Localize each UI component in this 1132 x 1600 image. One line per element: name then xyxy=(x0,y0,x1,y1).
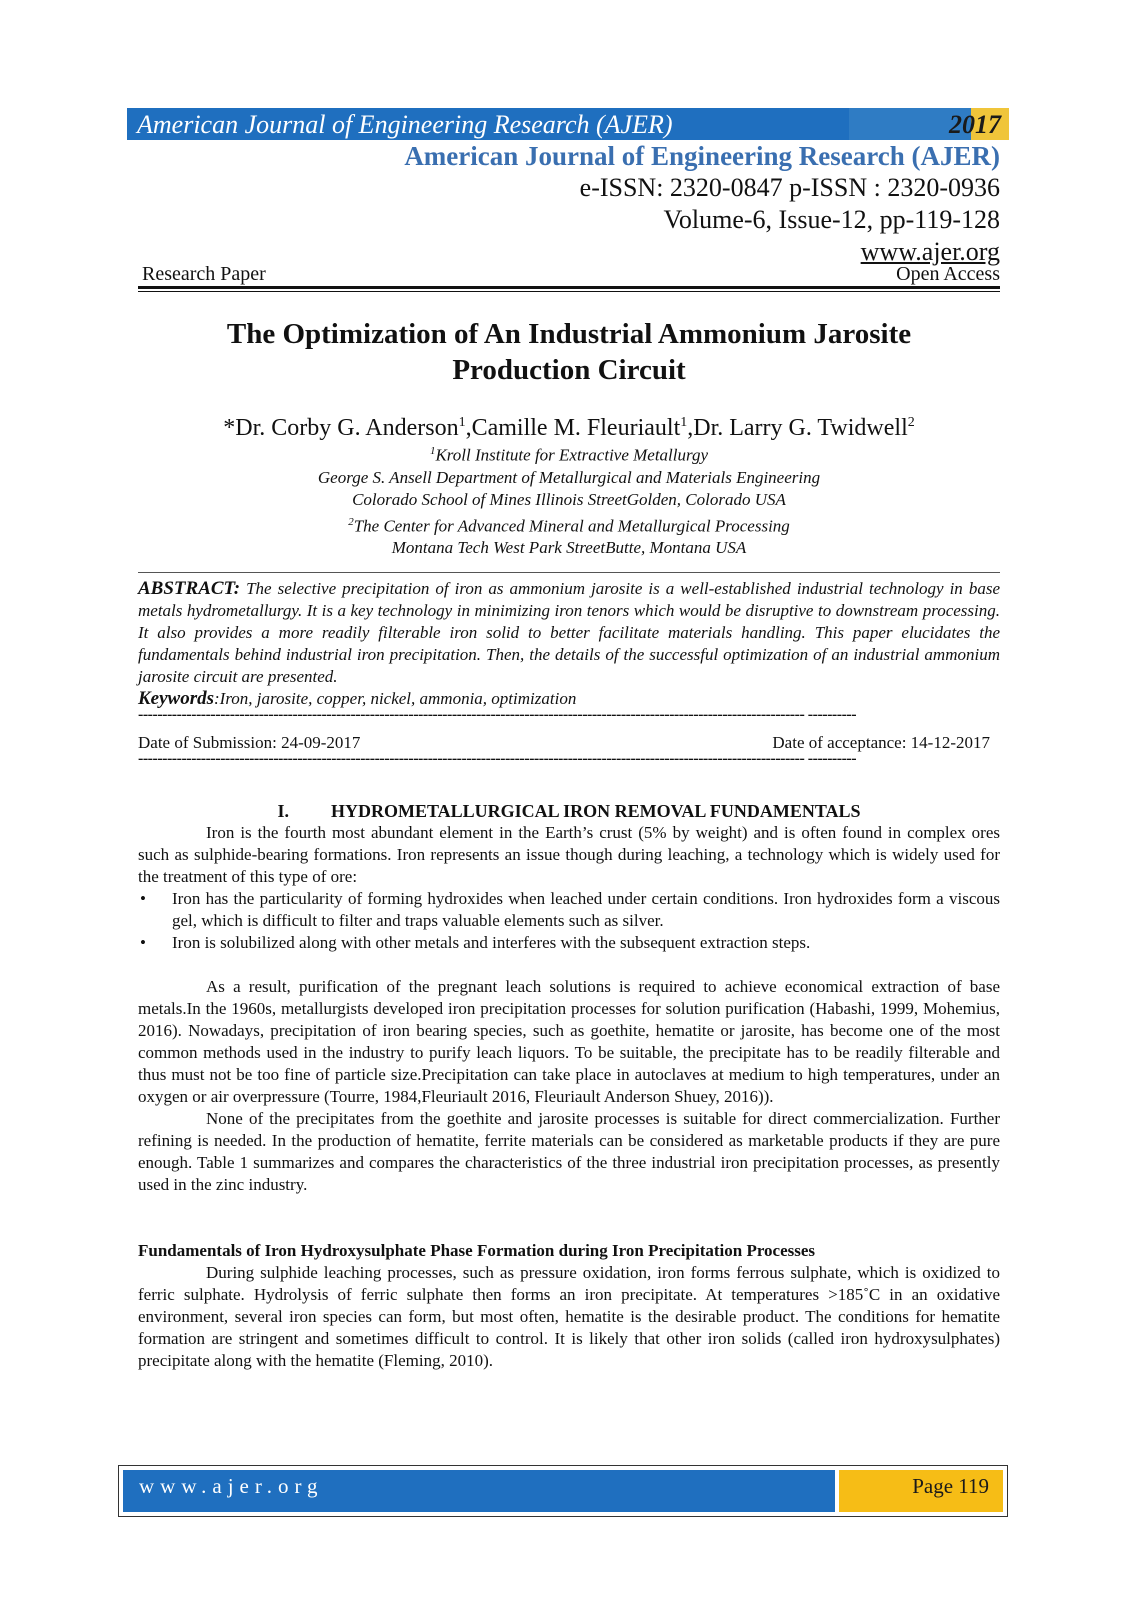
para-4-text: During sulphide leaching processes, such as pressure oxidation, iron forms ferrous sulphate, which is oxidized to ferric sulphate. Hydrolysis of ferric sulphate then forms an iron precipitate. At temperatures >185˚C in an oxidative environment, several iron species can form, but most often, hematite is the desirable product. The conditions for hematite formation are stringent and sometimes difficult to control. It is likely that other iron solids (called iron hydroxysulphates) precipitate along with the hematite (Fleming, 2010). xyxy=(138,1263,1000,1370)
section-para-2 xyxy=(138,976,1000,1196)
dash-separator-bottom: ------------------------------------------------------------------------------------------------------------------------------------------ ---------- xyxy=(138,752,857,766)
author-list xyxy=(138,408,1000,443)
section-title: HYDROMETALLURGICAL IRON REMOVAL FUNDAMENTALS xyxy=(330,801,861,821)
bullet-2-text: Iron is solubilized along with other metals and interferes with the subsequent extraction steps. xyxy=(172,933,811,952)
author-fleuriault-affil: 1 xyxy=(680,415,688,430)
keywords-text: :Iron, jarosite, copper, nickel, ammonia, optimization xyxy=(214,689,577,708)
banner-year: 2017 xyxy=(949,110,1001,139)
subsection-heading: Fundamentals of Iron Hydroxysulphate Phase Formation during Iron Precipitation Processes xyxy=(138,1241,816,1260)
paper-title xyxy=(138,316,1000,388)
journal-banner xyxy=(127,108,1009,140)
bullet-1-text: Iron has the particularity of forming hydroxides when leached under certain conditions. Iron hydroxides form a viscous gel, which is difficult to filter and traps valuable elements such as silver. xyxy=(172,889,1000,930)
author-anderson-affil: 1 xyxy=(458,415,466,430)
author-twidwell: ,Dr. Larry G. Twidwell xyxy=(687,415,908,441)
section-heading xyxy=(138,800,1000,822)
abstract-text: The selective precipitation of iron as ammonium jarosite is a well-established industrial technology in base metals hydrometallurgy. It is a key technology in minimizing iron tenors which would be disruptive to downstream processing. It also provides a more readily filterable iron solid to better facilitate materials handling. This paper elucidates the fundamentals behind industrial iron precipitation. Then, the details of the successful optimization of an industrial ammonium jarosite circuit are presented. xyxy=(138,579,1000,686)
section-number: I. xyxy=(277,801,289,821)
header-rule-thin xyxy=(138,291,1000,292)
affil-1: Kroll Institute for Extractive Metallurgy xyxy=(435,445,709,465)
journal-info-block xyxy=(404,140,1000,268)
abstract-label: ABSTRACT: xyxy=(138,578,241,599)
bullet-item-1 xyxy=(138,888,1000,932)
affil-4: The Center for Advanced Mineral and Metallurgical Processing xyxy=(353,516,790,536)
footer-website-link[interactable]: www.ajer.org xyxy=(139,1474,324,1498)
affil-2: George S. Ansell Department of Metallurgical and Materials Engineering xyxy=(317,467,821,487)
volume-line: Volume-6, Issue-12, pp-119-128 xyxy=(663,205,1000,234)
bullet-list xyxy=(138,888,1000,954)
paper-type-label: Research Paper xyxy=(142,263,266,285)
keywords-label: Keywords xyxy=(138,688,214,709)
affil-5: Montana Tech West Park StreetButte, Montana USA xyxy=(391,538,747,558)
para-1-text: Iron is the fourth most abundant element in the Earth’s crust (5% by weight) and is often found in complex ores such as sulphide-bearing formations. Iron represents an issue though during leaching, a technology which is widely used for the treatment of this type of ore: xyxy=(138,823,1000,886)
page-footer xyxy=(118,1465,1008,1517)
issn-line: e-ISSN: 2320-0847 p-ISSN : 2320-0936 xyxy=(579,173,1000,202)
journal-title: American Journal of Engineering Research (AJER) xyxy=(404,141,1000,171)
journal-website-link[interactable]: www.ajer.org xyxy=(860,237,1000,266)
banner-journal-name: American Journal of Engineering Research (AJER) xyxy=(137,110,673,139)
section-para-4 xyxy=(138,1262,1000,1372)
title-line-2: Production Circuit xyxy=(452,354,686,386)
bullet-dot: • xyxy=(140,889,146,908)
author-twidwell-affil: 2 xyxy=(907,415,915,430)
author-fleuriault: ,Camille M. Fleuriault xyxy=(465,415,681,441)
acceptance-date: Date of acceptance: 14-12-2017 xyxy=(772,733,990,752)
para-3-text: None of the precipitates from the goethite and jarosite processes is suitable for direct commercialization. Further refining is needed. In the production of hematite, ferrite materials can be considered as marketable products if they are pure enough. Table 1 summarizes and compares the characteristics of the three industrial iron precipitation processes, as presently used in the zinc industry. xyxy=(138,1109,1000,1194)
keywords xyxy=(138,688,1000,710)
abstract-rule xyxy=(138,572,1000,573)
header-rule-thick xyxy=(138,286,1000,289)
title-line-1: The Optimization of An Industrial Ammonium Jarosite xyxy=(226,318,912,350)
submission-date: Date of Submission: 24-09-2017 xyxy=(138,733,361,752)
affiliations xyxy=(138,440,1000,559)
abstract xyxy=(138,578,1000,688)
bullet-dot: • xyxy=(140,933,146,952)
dates-row xyxy=(138,732,990,754)
affil-4-marker: 2 xyxy=(348,515,354,528)
dash-separator-top: ------------------------------------------------------------------------------------------------------------------------------------------ ---------- xyxy=(138,708,857,722)
open-access-label: Open Access xyxy=(896,263,1000,285)
bullet-item-2 xyxy=(138,932,1000,954)
affil-3: Colorado School of Mines Illinois StreetGolden, Colorado USA xyxy=(352,489,786,509)
author-anderson: *Dr. Corby G. Anderson xyxy=(223,415,459,441)
para-2-text: As a result, purification of the pregnant leach solutions is required to achieve economical extraction of base metals.In the 1960s, metallurgists developed iron precipitation processes for solution purification (Habashi, 1999, Mohemius, 2016). Nowadays, precipitation of iron bearing species, such as goethite, hematite or jarosite, has become one of the most common methods used in the industry to purify leach liquors. To be suitable, the precipitate has to be readily filterable and thus must not be too fine of particle size.Precipitation can take place in autoclaves at medium to high temperatures, under an oxygen or air overpressure (Tourre, 1984,Fleuriault 2016, Fleuriault Anderson Shuey, 2016)). xyxy=(138,977,1000,1106)
affil-1-marker: 1 xyxy=(429,445,436,457)
section-para-1 xyxy=(138,822,1000,888)
page-number: Page 119 xyxy=(912,1474,989,1498)
